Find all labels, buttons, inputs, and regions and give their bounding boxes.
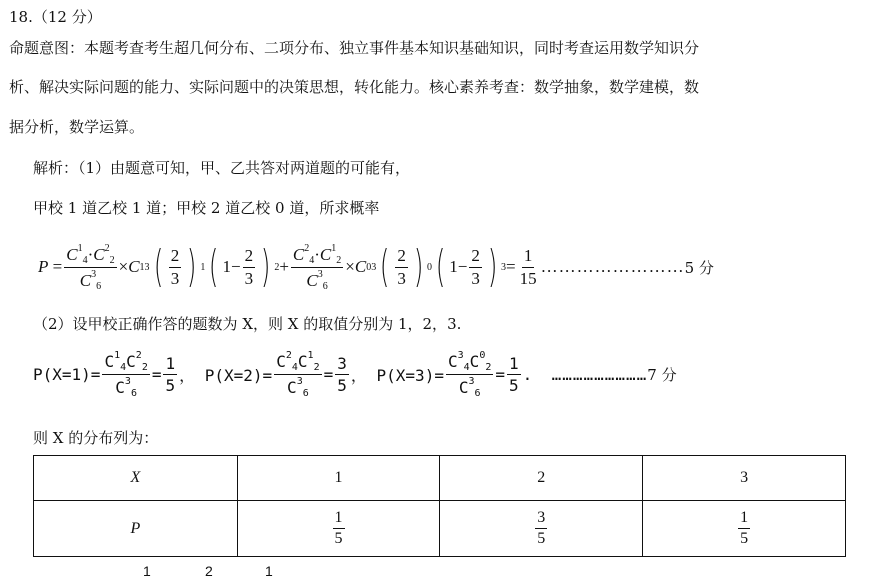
table-header-cell: X xyxy=(34,456,238,501)
part2-line: （2）设甲校正确作答的题数为 X，则 X 的取值分别为 1，2，3. xyxy=(33,315,462,333)
intent-line-3: 据分析，数学运算。 xyxy=(9,118,145,136)
analysis-line-1: 解析：（1）由题意可知，甲、乙共答对两道题的可能有， xyxy=(33,159,411,177)
intent-line-2: 析、解决实际问题的能力、实际问题中的决策思想，转化能力。核心素养考查：数学抽象，数学建模，数 xyxy=(9,78,700,96)
distribution-formula: P(X=1)= $\frac{C^1_4C^2_2}{C^3_6}$ = $\frac{1}{5}$ ， P(X=2)= $\frac{C^2_4C^1_2}{C^3_6}$ = $\frac{3}{5}$ ， P(X=3)= $\frac{C^3_4C^0_2}{C^3_6}$ = $\frac{1}{5}$ . ……………………… 7 分 xyxy=(33,349,677,399)
distribution-table xyxy=(33,455,846,557)
probability-formula: P = $\frac{C^1_4\cdot C^2_2}{C^3_6}$ × C 1 3 ( $\frac{2}{3}$ ) 1 ( 1− $\frac{2}{3}$ ) 2 + $\frac{C^2_4\cdot C^1_2}{C^3_6}$ × C 0 3 ( $\frac{2}{3}$ ) 0 ( 1− $\frac{2}{3}$ ) 3 = $\frac{1}{15}$ …………………… 5 分 xyxy=(38,241,714,292)
table-header-cell: 3 xyxy=(643,456,846,501)
intent-line-1: 命题意图：本题考查考生超几何分布、二项分布、独立事件基本知识基础知识，同时考查运用数学知识分 xyxy=(9,39,700,57)
formula1-score: 5 分 xyxy=(684,258,714,277)
cutoff-text: 2 xyxy=(205,563,213,579)
table-cell: $\frac{1}{5}$ xyxy=(237,501,440,557)
distribution-intro: 则 X 的分布列为： xyxy=(33,429,159,447)
cutoff-text: 1 xyxy=(265,563,273,579)
table-header-cell: 2 xyxy=(440,456,643,501)
table-row xyxy=(34,501,846,557)
formula2-score: 7 分 xyxy=(647,365,677,384)
table-header-row xyxy=(34,456,846,501)
cutoff-text: 1 xyxy=(143,563,151,579)
table-cell: $\frac{1}{5}$ xyxy=(643,501,846,557)
table-header-cell: 1 xyxy=(237,456,440,501)
table-row-label: P xyxy=(34,501,238,557)
analysis-line-2: 甲校 1 道乙校 1 道；甲校 2 道乙校 0 道，所求概率 xyxy=(33,199,380,217)
question-number: 18.（12 分） xyxy=(9,8,102,26)
table-cell: $\frac{3}{5}$ xyxy=(440,501,643,557)
